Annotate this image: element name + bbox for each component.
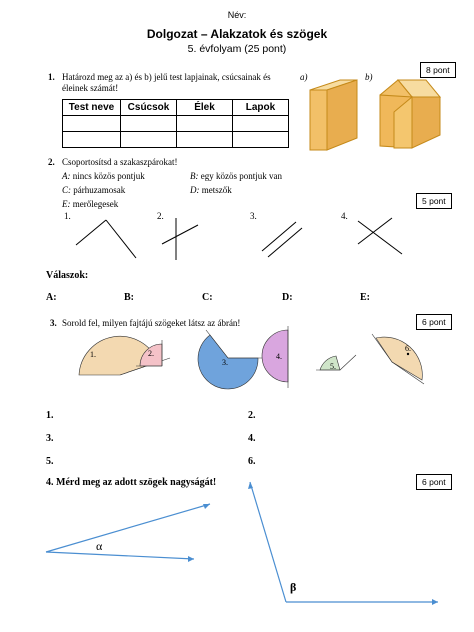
alpha-ray-top [46,504,210,552]
q2-text: Csoportosítsd a szakaszpárokat! [62,157,178,167]
answer-c[interactable]: C: [202,292,213,303]
q4-points-box: 6 pont [416,474,452,490]
option-key: C: [62,185,71,195]
page-subtitle: 5. évfolyam (25 pont) [187,43,287,55]
alpha-ray-bottom [46,552,194,559]
angle-sector-3 [198,335,258,389]
table-header: Test neve [63,100,121,116]
option-text: egy közös pontjuk van [200,171,282,181]
option-key: B: [190,171,199,181]
point-dot [407,353,409,355]
figure-label-3: 3. [250,211,257,221]
option-d [190,185,232,195]
q3-answer-2[interactable]: 2. [248,410,256,421]
q3-answer-1[interactable]: 1. [46,410,54,421]
arrow-head [248,482,253,489]
q1-points-box: 8 pont [420,62,456,78]
angle-label-6: 6. [405,344,411,353]
answer-d[interactable]: D: [282,292,293,303]
q3-answer-5[interactable]: 5. [46,456,54,467]
q3-answer-4[interactable]: 4. [248,433,256,444]
option-text: párhuzamosak [73,185,126,195]
solid-b-label: b) [365,72,373,82]
figure-label-1: 1. [64,211,71,221]
alpha-label: α [96,539,103,553]
segment-1b [106,220,136,258]
answer-a[interactable]: A: [46,292,57,303]
table-header: Élek [177,100,233,116]
option-text: merőlegesek [72,199,119,209]
beta-ray-left [250,482,286,602]
segment-pairs [76,218,402,260]
q3-points-box: 6 pont [416,314,452,330]
option-key: D: [190,185,200,195]
option-text: metszők [201,185,232,195]
segment-4b [358,218,392,244]
angle-label-5: 5. [330,362,336,371]
answer-e[interactable]: E: [360,292,370,303]
table-header: Lapok [233,100,289,116]
option-a [62,171,145,181]
segment-2b [162,225,198,244]
angle-figures [79,326,424,389]
page-title: Dolgozat – Alakzatok és szögek [146,27,328,41]
solid-b-house-prism [380,80,440,148]
beta-label: β [290,580,297,594]
option-e [62,199,118,209]
arrow-head [203,504,210,509]
angle-sector-4 [262,330,288,382]
q1-number: 1. [48,72,55,82]
angle-label-2: 2. [148,349,154,358]
name-label: Név: [227,10,247,20]
angle-label-1: 1. [90,350,96,359]
answers-title: Válaszok: [46,270,89,281]
option-key: A: [62,171,71,181]
arrow-head [188,556,194,562]
arrow-head [432,599,438,605]
solid-a-label: a) [300,72,308,82]
option-key: E: [62,199,71,209]
option-text: nincs közös pontjuk [72,171,145,181]
q3-number: 3. [50,318,57,328]
option-c [62,185,125,195]
measure-angles [46,482,438,602]
q1-text-line1: Határozd meg az a) és b) jelű test lapjainak, csúcsainak és [62,72,271,82]
angle-sector-6 [376,337,422,380]
figure-label-2: 2. [157,211,164,221]
q2-number: 2. [48,157,55,167]
segment-4a [358,221,402,254]
segment-3a [262,222,296,251]
q4-title: 4. Mérd meg az adott szögek nagyságát! [46,477,217,488]
q3-answer-6[interactable]: 6. [248,456,256,467]
q3-answer-3[interactable]: 3. [46,433,54,444]
angle-label-4: 4. [276,352,282,361]
q2-points-box: 5 pont [416,193,452,209]
angle-label-3: 3. [222,358,228,367]
figure-label-4: 4. [341,211,348,221]
table-header: Csúcsok [121,100,177,116]
segment-1a [76,220,106,245]
q3-text: Sorold fel, milyen fajtájú szögeket látsz az ábrán! [62,318,241,328]
segment-3b [268,228,302,257]
answer-b[interactable]: B: [124,292,134,303]
solid-a-prism [310,80,357,150]
q1-text-line2: éleinek számát! [62,83,119,93]
option-b [190,171,282,181]
